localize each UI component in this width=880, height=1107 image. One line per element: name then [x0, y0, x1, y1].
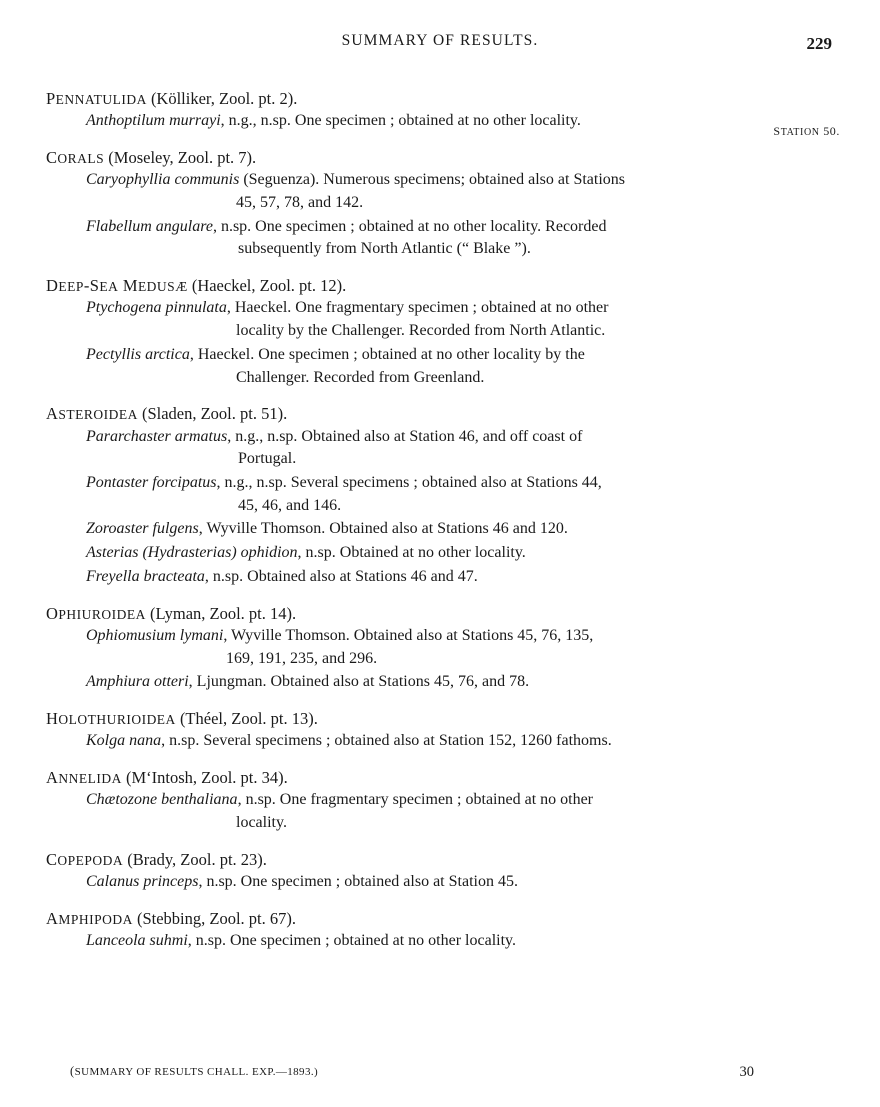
species-entry	[86, 625, 832, 670]
species-description: , Wyville Thomson. Obtained also at Stations 45, 76, 135,	[223, 626, 594, 644]
species-name: Lanceola suhmi	[86, 931, 188, 949]
taxon-group	[48, 147, 832, 261]
species-continuation: locality by the Challenger. Recorded from North Atlantic.	[236, 322, 606, 340]
species-description: , n.sp. One specimen ; obtained also at Station 45.	[198, 872, 518, 890]
species-entry	[86, 542, 832, 565]
running-head	[0, 32, 880, 50]
species-description: , n.sp. One specimen ; obtained at no other locality.	[187, 931, 516, 949]
marginal-note-station: STATION 50.	[773, 124, 840, 138]
species-name: Chætozone benthaliana	[86, 791, 238, 809]
species-entry	[86, 216, 832, 261]
taxon-group	[48, 708, 832, 753]
taxon-heading: AMPHIPODA (Stebbing, Zool. pt. 67).	[46, 908, 296, 928]
taxon-group	[48, 275, 832, 389]
species-description: , n.sp. One specimen ; obtained at no other locality. Recorded	[212, 217, 607, 235]
species-description: , Haeckel. One specimen ; obtained at no other locality by the	[189, 345, 585, 363]
species-name: Pontaster forcipatus	[86, 473, 217, 491]
species-description: , Wyville Thomson. Obtained also at Stations 46 and 120.	[198, 520, 568, 538]
page-body	[0, 88, 880, 953]
species-entry	[86, 169, 832, 214]
species-name: Freyella bracteata	[86, 567, 205, 585]
species-name: Pararchaster armatus	[86, 427, 228, 445]
species-description: , n.sp. One fragmentary specimen ; obtained at no other	[237, 791, 594, 809]
species-name: Ptychogena pinnulata	[86, 299, 227, 317]
species-description: , n.g., n.sp. One specimen ; obtained at no other locality.	[220, 112, 581, 130]
species-description: , Haeckel. One fragmentary specimen ; obtained at no other	[226, 299, 609, 317]
document-page	[0, 32, 880, 1107]
species-name: Zoroaster fulgens	[86, 520, 199, 538]
species-name: Caryophyllia communis	[86, 171, 240, 189]
species-entry	[86, 871, 832, 894]
species-description: , n.sp. Obtained at no other locality.	[297, 544, 526, 562]
species-entry	[86, 566, 832, 589]
footer-folio-number: 30	[739, 1064, 754, 1080]
species-continuation: 169, 191, 235, and 296.	[226, 649, 378, 667]
species-continuation: locality.	[236, 813, 287, 831]
running-head-text: SUMMARY OF RESULTS.	[341, 32, 539, 49]
species-entry	[86, 518, 832, 541]
species-entry	[86, 110, 832, 133]
species-entry	[86, 297, 832, 342]
species-name: Anthoptilum murrayi	[86, 112, 221, 130]
species-name: Kolga nana	[86, 732, 162, 750]
species-entry	[86, 730, 832, 753]
species-description: , n.g., n.sp. Several specimens ; obtained also at Stations 44,	[216, 473, 602, 491]
species-description: , n.sp. Several specimens ; obtained also at Station 152, 1260 fathoms.	[161, 732, 612, 750]
species-continuation: 45, 57, 78, and 142.	[236, 193, 364, 211]
taxon-heading: CORALS (Moseley, Zool. pt. 7).	[46, 147, 257, 167]
species-name: Asterias (Hydrasterias) ophidion	[86, 544, 298, 562]
species-entry	[86, 426, 832, 471]
species-description: , Ljungman. Obtained also at Stations 45, 76, and 78.	[188, 673, 530, 691]
taxon-group	[48, 603, 832, 694]
taxon-heading: ANNELIDA (M‘Intosh, Zool. pt. 34).	[46, 767, 288, 787]
species-name: Calanus princeps	[86, 872, 199, 890]
species-entry	[86, 344, 832, 389]
taxon-heading: DEEP-SEA MEDUSÆ (Haeckel, Zool. pt. 12).	[46, 276, 347, 296]
species-continuation: Challenger. Recorded from Greenland.	[236, 368, 485, 386]
footer-signature: (SUMMARY OF RESULTS CHALL. EXP.—1893.)	[70, 1064, 319, 1078]
taxon-heading: COPEPODA (Brady, Zool. pt. 23).	[46, 849, 267, 869]
species-description: , n.g., n.sp. Obtained also at Station 46, and off coast of	[227, 427, 583, 445]
taxon-group	[48, 403, 832, 588]
species-continuation: 45, 46, and 146.	[238, 496, 342, 514]
taxon-heading: ASTEROIDEA (Sladen, Zool. pt. 51).	[46, 404, 288, 424]
species-entry	[86, 789, 832, 834]
taxon-group	[48, 88, 832, 133]
taxon-group	[48, 849, 832, 894]
species-name: Pectyllis arctica	[86, 345, 190, 363]
species-continuation: subsequently from North Atlantic (“ Blake ”).	[238, 240, 531, 258]
page-header	[0, 32, 880, 62]
taxon-heading: HOLOTHURIOIDEA (Théel, Zool. pt. 13).	[46, 708, 318, 728]
page-number: 229	[806, 34, 832, 53]
taxon-heading: OPHIUROIDEA (Lyman, Zool. pt. 14).	[46, 603, 297, 623]
taxon-group	[48, 908, 832, 953]
taxon-group	[48, 767, 832, 835]
species-description: , n.sp. Obtained also at Stations 46 and 47.	[204, 567, 478, 585]
species-name: Amphiura otteri	[86, 673, 189, 691]
taxon-heading: PENNATULIDA (Kölliker, Zool. pt. 2).	[46, 89, 298, 108]
species-entry	[86, 472, 832, 517]
species-name: Ophiomusium lymani	[86, 626, 224, 644]
species-description: (Seguenza). Numerous specimens; obtained also at Stations	[239, 171, 626, 189]
species-name: Flabellum angulare	[86, 217, 213, 235]
species-continuation: Portugal.	[238, 450, 297, 468]
species-entry	[86, 930, 832, 953]
species-entry	[86, 671, 832, 694]
